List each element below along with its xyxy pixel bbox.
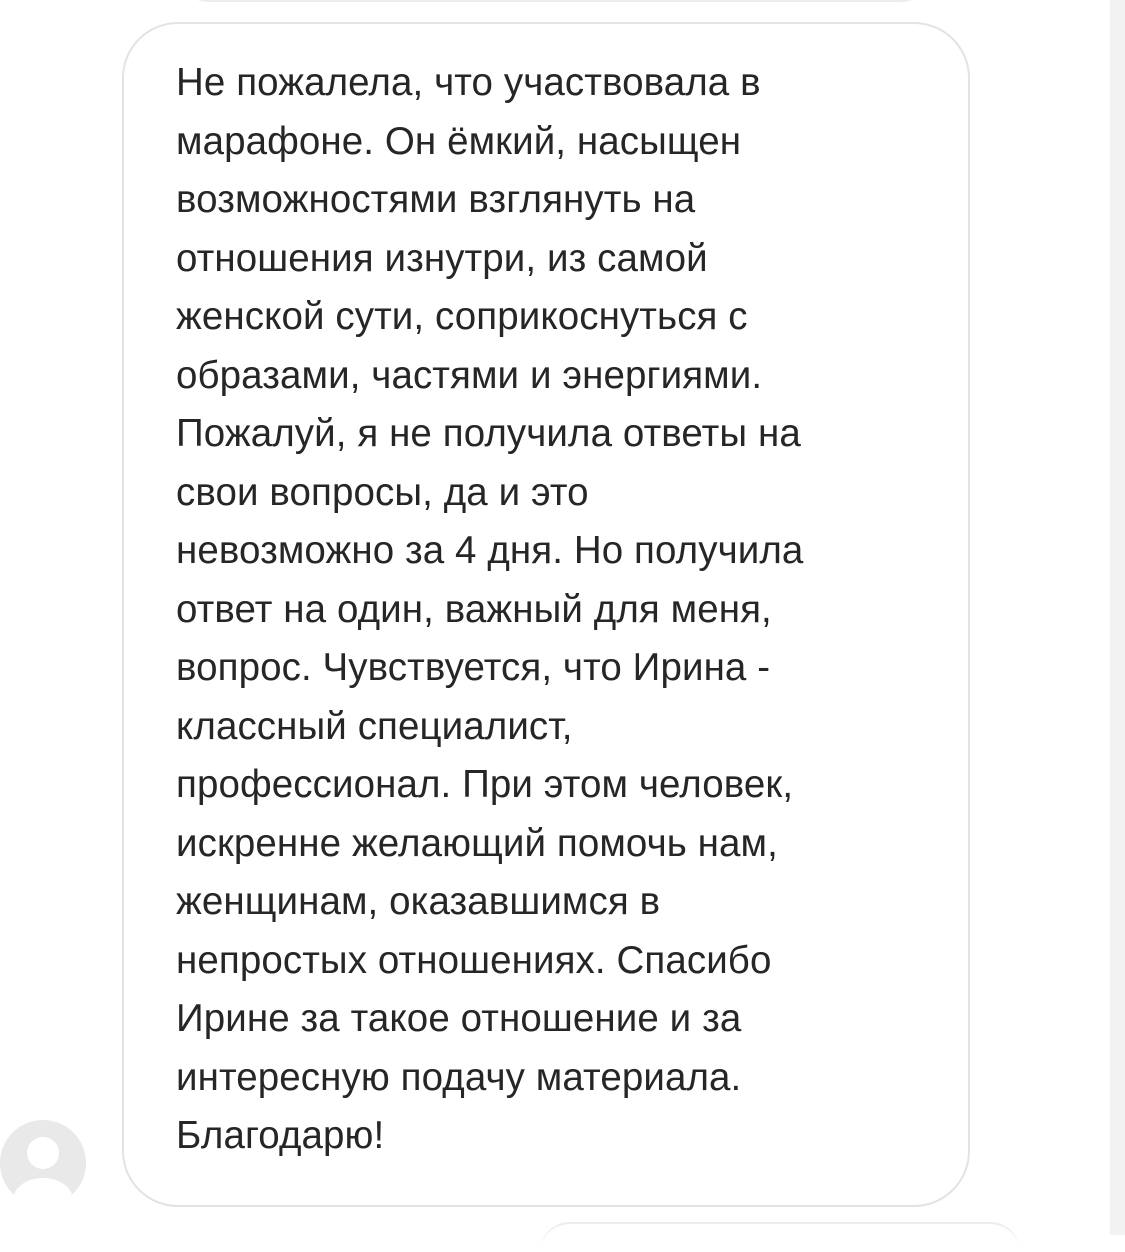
message-bubble (122, 22, 970, 1207)
scrollbar-track[interactable] (1110, 0, 1125, 1235)
sender-avatar[interactable] (0, 1120, 86, 1206)
next-message-bubble (540, 1222, 1020, 1252)
message-text: Не пожалела, что участвовала в марафоне. Он ёмкий, насыщен возможностями взглянуть на отношения изнутри, из самой женской сути, соприкоснуться с образами, частями и энергиями. Пожалуй, я не получила ответы на свои вопросы, да и это невозможно за 4 дня. Но получила ответ на один, важный для меня, вопрос. Чувствуется, что Ирина - классный специалист, профессионал. При этом человек, искренне желающий помочь нам, женщинам, оказавшимся в непростых отношениях. Спасибо Ирине за такое отношение и за интересную подачу материала. Благодарю! (176, 61, 804, 1157)
default-user-avatar-icon (0, 1120, 86, 1206)
previous-message-bubble (170, 0, 940, 2)
